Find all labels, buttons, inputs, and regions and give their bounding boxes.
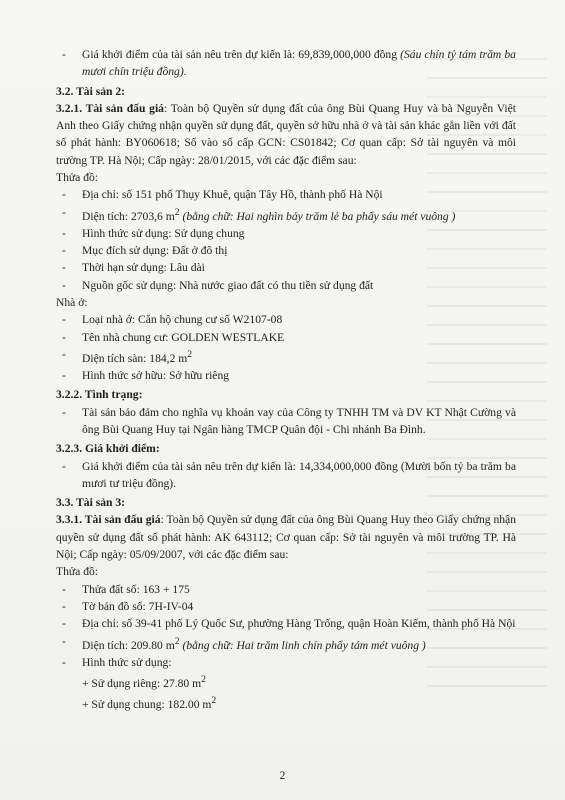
bullet-dash: -	[62, 244, 66, 258]
bullet-dash: -	[62, 226, 66, 240]
bullet-dash: -	[62, 599, 66, 613]
area-2-words: (bằng chữ: Hai trăm linh chín phẩy tám mét vuông )	[179, 638, 426, 652]
private-use-text: + Sử dụng riêng: 27.80 m	[82, 676, 202, 690]
plot-label-1: Thửa đồ:	[56, 171, 99, 185]
map-number	[56, 598, 516, 615]
document-body	[56, 46, 516, 713]
bullet-dash: -	[62, 582, 66, 596]
house-ownership-text: Hình thức sở hữu: Sở hữu riêng	[82, 369, 230, 383]
usage-origin	[56, 277, 516, 294]
plot-number-text: Thửa đất số: 163 + 175	[82, 582, 190, 596]
house-name	[56, 329, 516, 346]
usage-form-2	[56, 654, 516, 671]
usage-form-text: Hình thức sử dụng: Sử dụng chung	[82, 226, 245, 240]
price-text: Giá khởi điểm của tài sản nêu trên dự kiến là: 69,839,000,000 đồng	[82, 48, 401, 61]
bullet-dash: -	[62, 313, 66, 327]
shared-use	[56, 692, 516, 713]
usage-form	[56, 225, 516, 242]
usage-form-2-text: Hình thức sử dụng:	[82, 655, 172, 669]
house-ownership	[56, 367, 516, 384]
area-2-text: Diện tích: 209.80 m	[82, 638, 175, 652]
usage-term	[56, 259, 516, 276]
status-text	[56, 404, 516, 439]
shared-use-text: + Sử dụng chung: 182.00 m	[82, 697, 212, 711]
bullet-dash: -	[62, 617, 66, 631]
address-2	[56, 615, 516, 632]
private-use-unit-sup: 2	[201, 673, 206, 685]
area-1-text: Diện tích: 2703,6 m	[82, 209, 175, 223]
plot-number	[56, 581, 516, 598]
house-area-text: Diện tích sàn: 184,2 m	[82, 351, 188, 365]
bullet-dash: -	[62, 655, 66, 669]
area-1-unit-sup: 2	[174, 206, 180, 218]
house-area-unit-sup: 2	[187, 348, 193, 360]
bullet-dash: -	[62, 347, 66, 361]
house-name-text: Tên nhà chung cư: GOLDEN WESTLAKE	[82, 330, 285, 344]
bullet-dash: -	[62, 459, 66, 473]
asset-2-text: : Toàn bộ Quyền sử dụng đất của ông Bùi Quang Huy và bà Nguyễn Việt Anh theo Giấy chứng nhận quyền sử dụng đất, quyền sở hữu nhà ở và tài sản khác gắn liền với đất số phát hành: BY060618; Số vào số cấp GCN: CS01842; Cơ quan cấp: Sở tài nguyên và môi trường TP. Hà Nội; Cấp ngày: 28/01/2015, với các đặc điểm sau:	[56, 101, 516, 167]
bullet-dash: -	[62, 278, 66, 292]
plot-label-2: Thửa đồ:	[56, 565, 99, 579]
area-1-words: (bằng chữ: Hai nghìn bảy trăm lẻ ba phẩy sáu mét vuông )	[179, 209, 456, 223]
starting-price-content: Giá khởi điểm của tài sản nêu trên dự kiến là: 14,334,000,000 đồng (Mười bốn tỷ ba trăm ba mươi tư triệu đồng).	[82, 459, 516, 490]
bullet-dash: -	[62, 405, 66, 419]
asset-3-label: 3.3.1. Tài sản đấu giá	[56, 513, 161, 527]
heading-status: 3.2.2. Tình trạng:	[56, 388, 143, 402]
address-1	[56, 186, 516, 203]
bullet-dash: -	[62, 261, 66, 275]
bullet-dash: -	[62, 369, 66, 383]
usage-purpose	[56, 242, 516, 259]
bullet-dash: -	[62, 205, 66, 219]
area-2	[56, 633, 516, 654]
price-in-words: (Sáu chín tỷ tám trăm ba mươi chín triệu đồng).	[82, 48, 516, 79]
house-type-text: Loại nhà ở: Căn hộ chung cư số W2107-08	[82, 313, 283, 327]
usage-purpose-text: Mục đích sử dụng: Đất ở đô thị	[82, 244, 228, 258]
address-1-text: Địa chỉ: số 151 phố Thụy Khuê, quận Tây Hồ, thành phố Hà Nội	[82, 188, 383, 202]
house-area	[56, 346, 516, 367]
bullet-dash: -	[62, 188, 66, 202]
private-use	[56, 671, 516, 692]
bullet-dash: -	[62, 330, 66, 344]
starting-price-text	[56, 458, 516, 493]
area-2-unit-sup: 2	[174, 635, 180, 647]
house-label: Nhà ở:	[56, 296, 88, 310]
area-1	[56, 204, 516, 225]
asset-2-description	[56, 100, 516, 169]
heading-starting-price: 3.2.3. Giá khởi điểm:	[56, 442, 160, 456]
asset-3-text: : Toàn bộ Quyền sử dụng đất của ông Bùi Quang Huy theo Giấy chứng nhận quyền sử dụng đất số phát hành: AK 643112; Cơ quan cấp: Sở tài nguyên và môi trường TP. Hà Nội; Cấp ngày: 05/09/2007, với các đặc điểm sau:	[56, 513, 516, 562]
price-line-asset-1	[56, 46, 516, 81]
asset-2-label: 3.2.1. Tài sản đấu giá	[56, 101, 164, 115]
map-number-text: Tờ bản đồ số: 7H-IV-04	[82, 599, 194, 613]
bullet-dash: -	[62, 48, 66, 61]
heading-asset-2: 3.2. Tài sản 2:	[56, 84, 126, 98]
house-type	[56, 311, 516, 328]
bullet-dash: -	[62, 634, 66, 648]
address-2-text: Địa chỉ: số 39-41 phố Lý Quốc Sư, phường Hàng Trống, quận Hoàn Kiếm, thành phố Hà Nội	[82, 617, 516, 631]
usage-origin-text: Nguồn gốc sử dụng: Nhà nước giao đất có thu tiền sử dụng đất	[82, 278, 374, 292]
usage-term-text: Thời hạn sử dụng: Lâu dài	[82, 261, 205, 275]
heading-asset-3: 3.3. Tài sản 3:	[56, 496, 126, 510]
shared-use-unit-sup: 2	[211, 695, 217, 707]
status-text-content: Tài sản bảo đảm cho nghĩa vụ khoản vay của Công ty TNHH TM và DV KT Nhật Cường và ông Bùi Quang Huy tại Ngân hàng TMCP Quân đội - Chi nhánh Ba Đình.	[82, 405, 516, 436]
asset-3-description	[56, 511, 516, 563]
page-number: 2	[279, 770, 286, 782]
